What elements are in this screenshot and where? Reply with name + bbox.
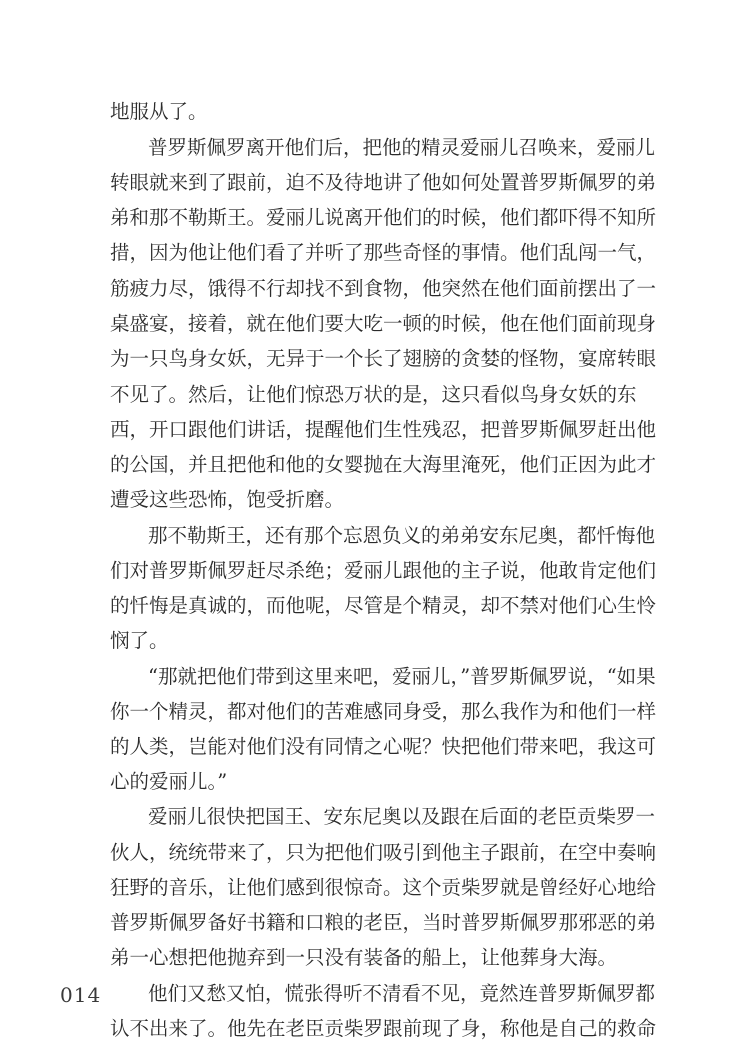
text-line-25: 弟一心想把他抛弃到一只没有装备的船上，让他葬身大海。 <box>110 946 618 969</box>
text-line-19: 的人类，岂能对他们没有同情之心呢？快把他们带来吧，我这可 <box>110 735 657 758</box>
text-line-1: 地服从了。 <box>110 100 208 123</box>
text-line-11: 的公国，并且把他和他的女婴抛在大海里淹死，他们正因为此才 <box>110 453 657 476</box>
text-line-15: 的忏悔是真诚的，而他呢，尽管是个精灵，却不禁对他们心生怜 <box>110 594 657 617</box>
text-line-8: 为一只鸟身女妖，无异于一个长了翅膀的贪婪的怪物，宴席转眼 <box>110 347 657 370</box>
text-line-3: 转眼就来到了跟前，迫不及待地讲了他如何处置普罗斯佩罗的弟 <box>110 171 657 194</box>
text-line-20: 心的爱丽儿。” <box>110 770 228 793</box>
text-line-23: 狂野的音乐，让他们感到很惊奇。这个贡柴罗就是曾经好心地给 <box>110 876 657 899</box>
text-line-21: 爱丽儿很快把国王、安东尼奥以及跟在后面的老臣贡柴罗一 <box>148 805 656 828</box>
text-line-4: 弟和那不勒斯王。爱丽儿说离开他们的时候，他们都吓得不知所 <box>110 206 657 229</box>
text-line-22: 伙人，统统带来了，只为把他们吸引到他主子跟前，在空中奏响 <box>110 841 657 864</box>
text-line-13: 那不勒斯王，还有那个忘恩负义的弟弟安东尼奥，都忏悔他 <box>148 524 656 547</box>
text-line-14: 们对普罗斯佩罗赶尽杀绝；爱丽儿跟他的主子说，他敢肯定他们 <box>110 559 657 582</box>
text-line-17: “那就把他们带到这里来吧，爱丽儿，”普罗斯佩罗说，“如果 <box>148 665 656 688</box>
text-line-10: 西，开口跟他们讲话，提醒他们生性残忍，把普罗斯佩罗赶出他 <box>110 418 657 441</box>
text-line-27: 认不出来了。他先在老臣贡柴罗跟前现了身，称他是自己的救命 <box>110 1017 657 1040</box>
text-line-18: 你一个精灵，都对他们的苦难感同身受，那么我作为和他们一样 <box>110 700 657 723</box>
text-line-7: 桌盛宴，接着，就在他们要大吃一顿的时候，他在他们面前现身 <box>110 312 657 335</box>
page-number: 014 <box>60 983 102 1007</box>
text-line-5: 措，因为他让他们看了并听了那些奇怪的事情。他们乱闯一气， <box>110 241 657 264</box>
text-line-6: 筋疲力尽，饿得不行却找不到食物，他突然在他们面前摆出了一 <box>110 277 657 300</box>
text-line-9: 不见了。然后，让他们惊恐万状的是，这只看似鸟身女妖的东 <box>110 383 637 406</box>
text-line-24: 普罗斯佩罗备好书籍和口粮的老臣，当时普罗斯佩罗那邪恶的弟 <box>110 911 657 934</box>
text-line-2: 普罗斯佩罗离开他们后，把他的精灵爱丽儿召唤来，爱丽儿 <box>148 136 656 159</box>
text-line-26: 他们又愁又怕，慌张得听不清看不见，竟然连普罗斯佩罗都 <box>148 982 656 1005</box>
text-line-12: 遭受这些恐怖，饱受折磨。 <box>110 488 345 511</box>
text-line-16: 悯了。 <box>110 629 169 652</box>
